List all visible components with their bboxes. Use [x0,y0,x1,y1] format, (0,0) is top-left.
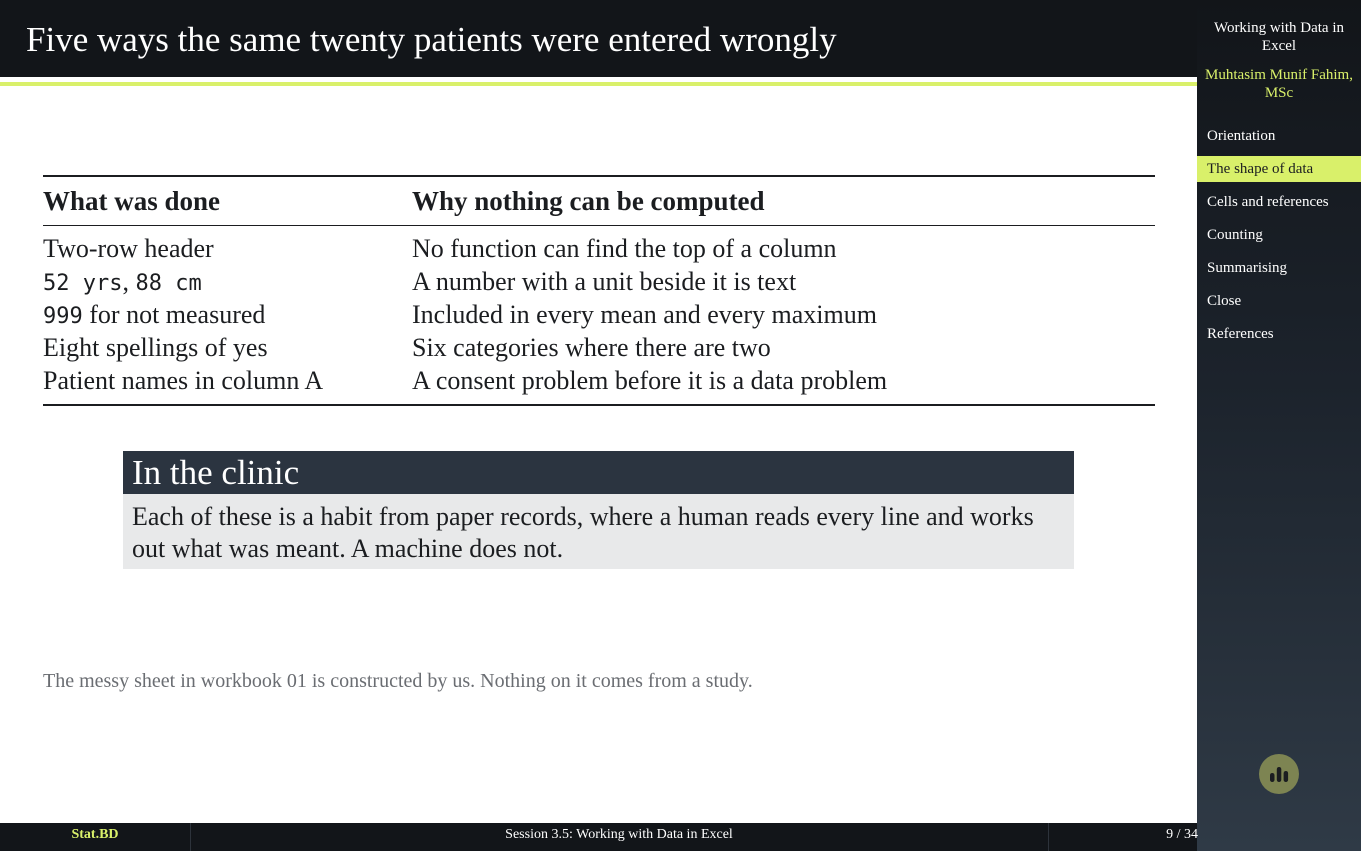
callout-body: Each of these is a habit from paper records, where a human reads every line and works out what was meant. A machine does not. [132,502,1034,563]
separator-text: , [122,266,136,296]
table-row [43,331,1155,364]
cell-done: Two-row header [43,233,214,263]
slide-title: Five ways the same twenty patients were entered wrongly [26,20,837,59]
cell-why: Included in every mean and every maximum [412,299,877,329]
cell-done-rest: for not measured [82,299,266,329]
cell-why: Six categories where there are two [412,332,771,362]
sidebar-item-counting[interactable]: Counting [1207,227,1263,243]
table-row [43,364,1155,397]
cell-why: A consent problem before it is a data problem [412,365,888,395]
table-row [43,232,1155,265]
callout-heading: In the clinic [123,451,1074,494]
table-row [43,265,1155,298]
header-accent-line [0,82,1197,86]
column-header-why: Why nothing can be computed [412,185,765,216]
slide-footer [0,823,1197,851]
sidebar [1197,0,1361,851]
cell-done: Eight spellings of yes [43,332,268,362]
sidebar-item-cells-and-references[interactable]: Cells and references [1207,194,1329,210]
footer-session: Session 3.5: Working with Data in Excel [505,827,733,842]
table-row [43,298,1155,331]
sidebar-item-references[interactable]: References [1207,326,1274,342]
cell-why: No function can find the top of a column [412,233,837,263]
page-number: 9 / 34 [1048,823,1198,851]
sidebar-item-shape-of-data[interactable]: The shape of data [1197,156,1361,182]
code-text: 88 cm [135,270,202,296]
footnote: The messy sheet in workbook 01 is constructed by us. Nothing on it comes from a study. [43,670,753,692]
bar-chart-glyph [1259,754,1299,794]
sidebar-item-summarising[interactable]: Summarising [1207,260,1288,276]
cell-done [43,267,412,297]
code-text: 999 [43,303,83,329]
errors-table [43,175,1155,406]
code-text: 52 yrs [43,270,123,296]
cell-done [43,300,412,330]
slide-header [0,0,1197,77]
sidebar-author: Muhtasim Munif Fahim, MSc [1205,67,1353,101]
footer-brand: Stat.BD [0,823,191,851]
column-header-done: What was done [43,185,221,216]
sidebar-title: Working with Data in Excel [1213,20,1345,54]
table-header-row [43,177,1155,225]
cell-why: A number with a unit beside it is text [412,266,797,296]
table-body [43,226,1155,404]
sidebar-item-orientation[interactable]: Orientation [1207,128,1276,144]
sidebar-item-close[interactable]: Close [1207,293,1242,309]
sidebar-nav [1197,123,1361,354]
clinic-callout [123,451,1074,569]
bar-chart-icon[interactable] [1259,754,1299,794]
cell-done: Patient names in column A [43,365,324,395]
table-bottom-rule [43,404,1155,406]
